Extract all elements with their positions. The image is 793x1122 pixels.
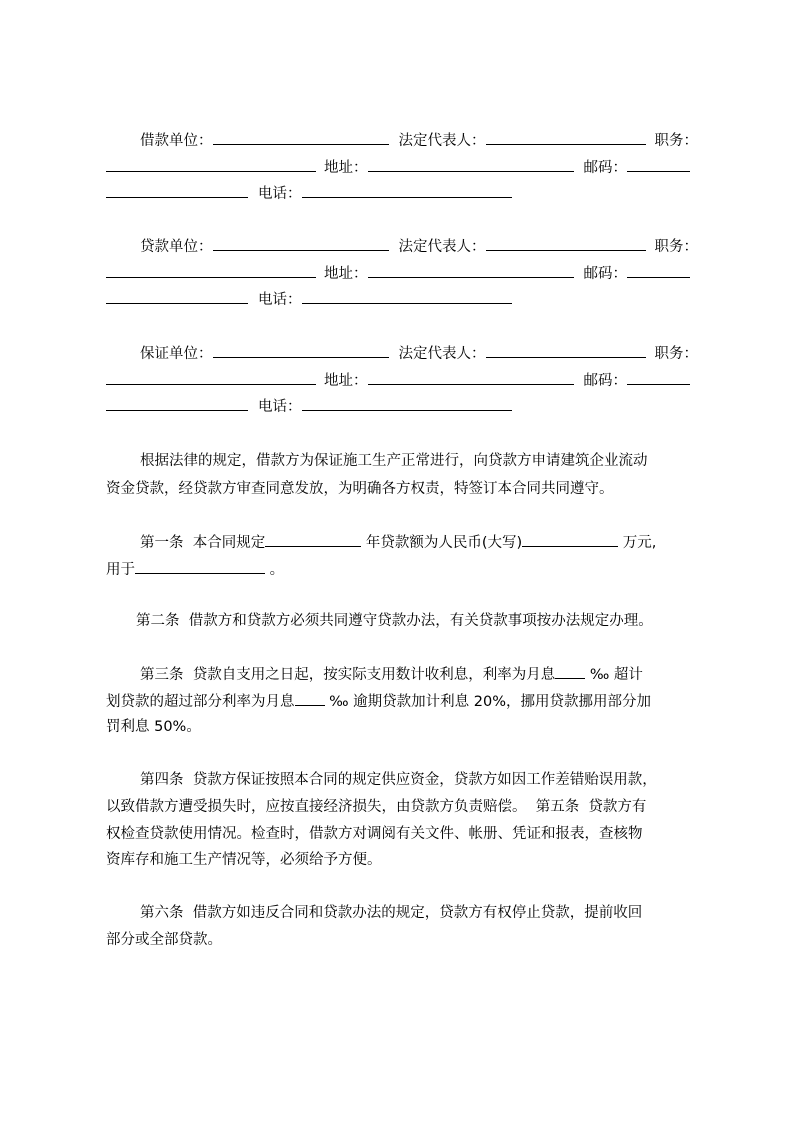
lender-line-1 (140, 233, 698, 259)
borrower-line-3 (106, 180, 512, 206)
guarantor-rep-label: 法定代表人： (398, 346, 486, 362)
borrower-address-blank[interactable] (368, 154, 574, 172)
borrower-phone-label: 电话： (258, 186, 302, 202)
borrower-unit-blank[interactable] (213, 127, 389, 145)
article4-line-2: 以致借款方遭受损失时，应按直接经济损失，由贷款方负责赔偿。 第五条 贷款方有 (106, 799, 647, 815)
lender-title-label: 职务： (654, 239, 698, 255)
guarantor-line-1 (140, 340, 698, 366)
guarantor-phone-blank[interactable] (302, 393, 512, 411)
guarantor-title-label: 职务： (654, 346, 698, 362)
guarantor-zip-label: 邮码： (583, 373, 627, 389)
article1-part3: 万元, (618, 535, 657, 551)
article1-part5: 。 (265, 562, 285, 578)
guarantor-zip-blank[interactable] (627, 367, 690, 385)
lender-address-blank[interactable] (368, 260, 574, 278)
guarantor-address-blank[interactable] (368, 367, 574, 385)
lender-unit-blank[interactable] (213, 233, 389, 251)
borrower-rep-label: 法定代表人： (398, 133, 486, 149)
lender-zip-label: 邮码： (583, 266, 627, 282)
article3-part2: ‰ 超计 (585, 667, 643, 683)
borrower-phone-blank[interactable] (302, 180, 512, 198)
borrower-title-blank[interactable] (106, 154, 316, 172)
article1-year-blank[interactable] (265, 529, 361, 547)
article3-line-3: 罚利息 50%。 (106, 719, 201, 735)
borrower-zip-label: 邮码： (583, 160, 627, 176)
guarantor-zip-blank-cont[interactable] (106, 393, 248, 411)
borrower-unit-label: 借款单位： (140, 133, 213, 149)
borrower-rep-blank[interactable] (486, 127, 646, 145)
borrower-line-2 (106, 154, 690, 180)
article2-text: 第二条 借款方和贷款方必须共同遵守贷款办法，有关贷款事项按办法规定办理。 (136, 613, 653, 629)
article6-line-1: 第六条 借款方如违反合同和贷款办法的规定，贷款方有权停止贷款，提前收回 (140, 905, 643, 921)
article4-line-1: 第四条 贷款方保证按照本合同的规定供应资金，贷款方如因工作差错贻误用款， (140, 772, 657, 788)
guarantor-phone-label: 电话： (258, 399, 302, 415)
article3-part1: 第三条 贷款自支用之日起，按实际支用数计收利息，利率为月息 (140, 667, 556, 683)
borrower-line-1 (140, 127, 698, 153)
article1-part1: 第一条 本合同规定 (140, 535, 266, 551)
lender-unit-label: 贷款单位： (140, 239, 213, 255)
guarantor-address-label: 地址： (324, 373, 368, 389)
article3-line-1 (140, 661, 643, 687)
lender-phone-blank[interactable] (302, 286, 512, 304)
article3-rate-blank[interactable] (555, 661, 585, 679)
guarantor-unit-blank[interactable] (213, 340, 389, 358)
article3-line-2 (106, 688, 651, 714)
lender-zip-blank[interactable] (627, 260, 690, 278)
guarantor-rep-blank[interactable] (486, 340, 646, 358)
guarantor-line-3 (106, 393, 512, 419)
lender-address-label: 地址： (324, 266, 368, 282)
article1-line-1 (140, 529, 656, 555)
guarantor-unit-label: 保证单位： (140, 346, 213, 362)
article6-line-2: 部分或全部贷款。 (106, 932, 222, 948)
lender-zip-blank-cont[interactable] (106, 286, 248, 304)
lender-title-blank[interactable] (106, 260, 316, 278)
guarantor-line-2 (106, 367, 690, 393)
article1-part2: 年贷款额为人民币(大写) (361, 535, 523, 551)
article1-line-2 (106, 556, 284, 582)
article4-line-4: 资库存和施工生产情况等，必须给予方便。 (106, 852, 382, 868)
lender-rep-label: 法定代表人： (398, 239, 486, 255)
preamble-line-1: 根据法律的规定，借款方为保证施工生产正常进行，向贷款方申请建筑企业流动 (140, 453, 648, 469)
article1-amount-blank[interactable] (522, 529, 618, 547)
borrower-address-label: 地址： (324, 160, 368, 176)
article4-line-3: 权检查贷款使用情况。检查时，借款方对调阅有关文件、帐册、凭证和报表，查核物 (106, 826, 643, 842)
borrower-zip-blank-cont[interactable] (106, 180, 248, 198)
article1-part4: 用于 (106, 562, 135, 578)
lender-rep-blank[interactable] (486, 233, 646, 251)
article3-over-rate-blank[interactable] (295, 688, 325, 706)
article3-part3: 划贷款的超过部分利率为月息 (106, 694, 295, 710)
preamble-line-2: 资金贷款，经贷款方审查同意发放，为明确各方权责，特签订本合同共同遵守。 (106, 481, 614, 497)
lender-line-3 (106, 286, 512, 312)
borrower-title-label: 职务： (654, 133, 698, 149)
lender-phone-label: 电话： (258, 292, 302, 308)
borrower-zip-blank[interactable] (627, 154, 690, 172)
guarantor-title-blank[interactable] (106, 367, 316, 385)
article1-purpose-blank[interactable] (135, 556, 265, 574)
article3-part4: ‰ 逾期贷款加计利息 20%，挪用贷款挪用部分加 (324, 694, 652, 710)
lender-line-2 (106, 260, 690, 286)
